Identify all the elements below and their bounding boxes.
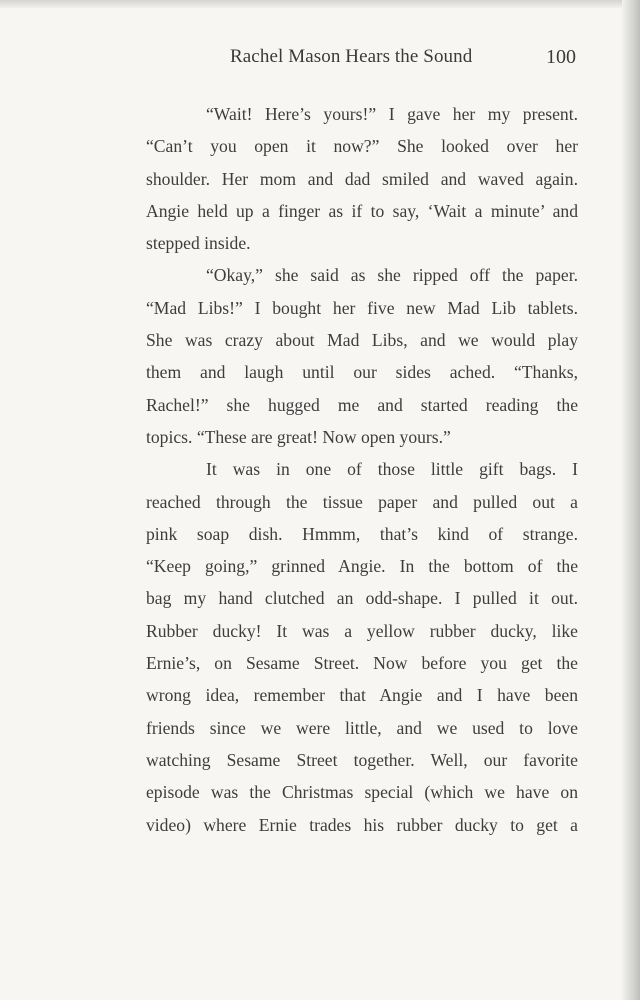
text-line: It was in one of those little gift bags. I — [206, 459, 578, 480]
text-line: stepped inside. — [146, 233, 251, 254]
paragraph-1 — [146, 98, 578, 259]
body-text — [146, 98, 578, 841]
page-number: 100 — [546, 46, 576, 68]
text-line: reached through the tissue paper and pulled out a — [146, 491, 578, 512]
text-line: wrong idea, remember that Angie and I have been — [146, 685, 578, 706]
running-title: Rachel Mason Hears the Sound — [230, 46, 473, 67]
text-line: episode was the Christmas special (which we have on — [146, 782, 578, 803]
text-line: them and laugh until our sides ached. “Thanks, — [146, 362, 578, 383]
text-line: video) where Ernie trades his rubber ducky to get a — [146, 814, 578, 835]
page-header — [0, 46, 640, 76]
text-line: watching Sesame Street together. Well, our favorite — [146, 749, 578, 770]
text-line: Angie held up a finger as if to say, ‘Wait a minute’ and — [146, 200, 578, 221]
page-right-edge — [622, 0, 640, 1000]
paragraph-2 — [146, 259, 578, 453]
text-line: Rubber ducky! It was a yellow rubber ducky, like — [146, 620, 578, 641]
text-line: “Wait! Here’s yours!” I gave her my present. — [206, 104, 578, 124]
text-line: pink soap dish. Hmmm, that’s kind of strange. — [146, 523, 578, 544]
text-line: “Keep going,” grinned Angie. In the bottom of the — [146, 556, 578, 577]
text-line: She was crazy about Mad Libs, and we would play — [146, 330, 578, 351]
text-line: Ernie’s, on Sesame Street. Now before you get the — [146, 653, 578, 674]
text-line: Rachel!” she hugged me and started reading the — [146, 394, 578, 415]
text-line: “Okay,” she said as she ripped off the paper. — [206, 265, 578, 286]
page-top-edge — [0, 0, 640, 8]
text-line: “Mad Libs!” I bought her five new Mad Lib tablets. — [146, 297, 578, 318]
paragraph-3 — [146, 453, 578, 841]
text-line: shoulder. Her mom and dad smiled and waved again. — [146, 168, 578, 189]
text-line: friends since we were little, and we used to love — [146, 717, 578, 738]
text-line: topics. “These are great! Now open yours.” — [146, 426, 451, 447]
text-line: “Can’t you open it now?” She looked over her — [146, 136, 578, 157]
text-line: bag my hand clutched an odd-shape. I pulled it out. — [146, 588, 578, 609]
